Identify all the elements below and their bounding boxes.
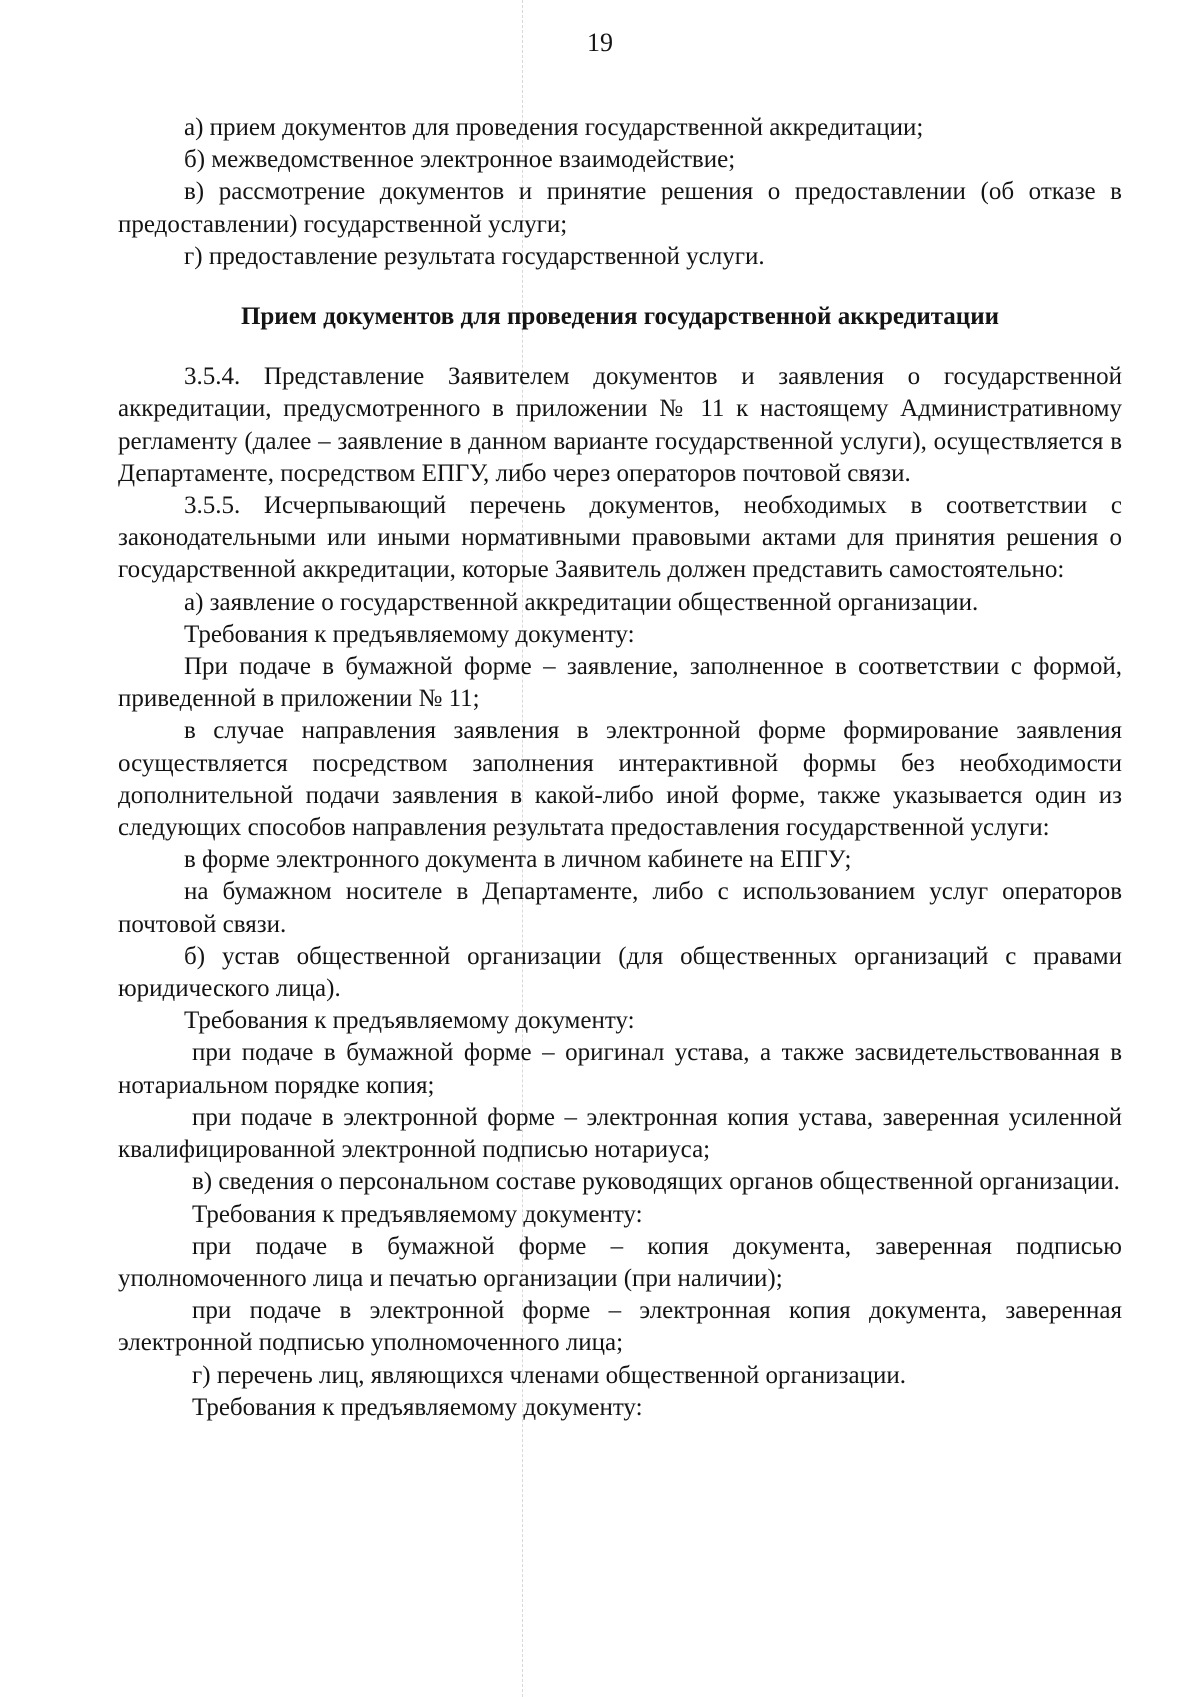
paragraph: при подаче в бумажной форме – копия документа, заверенная подписью уполномоченного лица и печатью организации (при наличии);	[118, 1232, 1122, 1292]
paragraph: г) перечень лиц, являющихся членами общественной организации.	[192, 1361, 906, 1389]
paragraph: Требования к предъявляемому документу:	[192, 1393, 643, 1421]
list-item: а) прием документов для проведения государственной аккредитации;	[184, 114, 924, 141]
paragraph: а) заявление о государственной аккредитации общественной организации.	[184, 588, 979, 616]
page-number: 19	[587, 28, 613, 57]
paragraph: при подаче в бумажной форме – оригинал устава, а также засвидетельствованная в нотариальном порядке копия;	[118, 1039, 1122, 1099]
paragraph: б) устав общественной организации (для общественных организаций с правами юридического лица).	[118, 942, 1122, 1003]
paragraph: 3.5.4. Представление Заявителем документов и заявления о государственной аккредитации, предусмотренного в приложении № 11 к настоящему Административному регламенту (далее – заявление в данном варианте государственной услуги), осуществляется в Департаменте, посредством ЕПГУ, либо через операторов почтовой связи.	[118, 363, 1122, 487]
paragraph: в случае направления заявления в электронной форме формирование заявления осуществляется посредством заполнения интерактивной формы без необходимости дополнительной подачи заявления в какой-либо иной форме, также указывается один из следующих способов направления результата предоставления государственной услуги:	[118, 717, 1122, 842]
paragraph: в форме электронного документа в личном кабинете на ЕПГУ;	[184, 846, 852, 874]
paragraph: Требования к предъявляемому документу:	[184, 1007, 635, 1035]
list-item: г) предоставление результата государственной услуги.	[184, 242, 765, 270]
paragraph: Требования к предъявляемому документу:	[192, 1200, 643, 1228]
paragraph: Требования к предъявляемому документу:	[184, 620, 635, 648]
list-item: б) межведомственное электронное взаимодействие;	[184, 146, 736, 174]
paragraph: 3.5.5. Исчерпывающий перечень документов, необходимых в соответствии с законодательными или иными нормативными правовыми актами для принятия решения о государственной аккредитации, которые Заявитель должен представить самостоятельно:	[118, 492, 1122, 584]
section-heading: Прием документов для проведения государственной аккредитации	[240, 303, 1000, 331]
paragraph: при подаче в электронной форме – электронная копия документа, заверенная электронной подписью уполномоченного лица;	[118, 1297, 1122, 1357]
paragraph: в) сведения о персональном составе руководящих органов общественной организации.	[192, 1168, 1120, 1196]
list-item: в) рассмотрение документов и принятие решения о предоставлении (об отказе в предоставлении) государственной услуги;	[118, 178, 1122, 238]
paragraph: При подаче в бумажной форме – заявление, заполненное в соответствии с формой, приведенной в приложении № 11;	[118, 653, 1122, 713]
paragraph: при подаче в электронной форме – электронная копия устава, заверенная усиленной квалифицированной электронной подписью нотариуса;	[118, 1103, 1122, 1164]
document-body	[118, 112, 1122, 1424]
paragraph: на бумажном носителе в Департаменте, либо с использованием услуг операторов почтовой связи.	[118, 878, 1122, 938]
